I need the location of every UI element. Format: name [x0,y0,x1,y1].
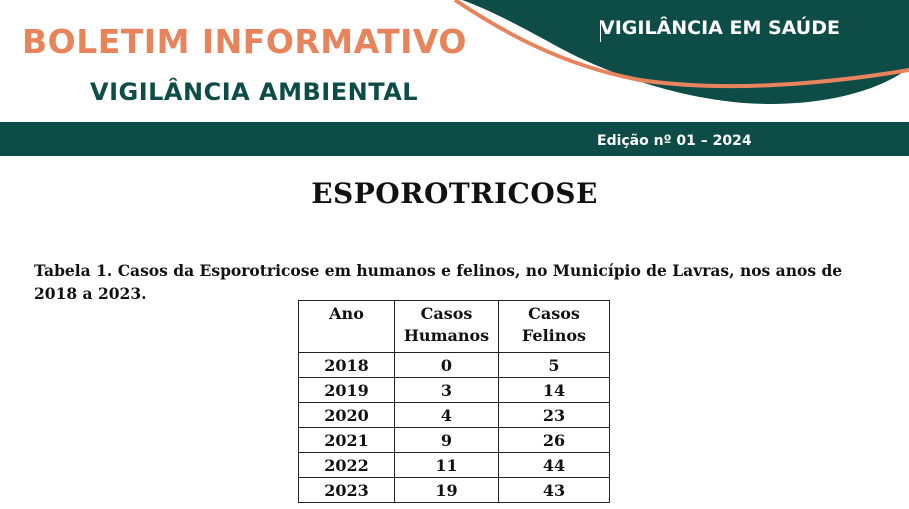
bulletin-subtitle: VIGILÂNCIA AMBIENTAL [90,78,419,106]
feline-cases-cell: 23 [499,403,610,428]
feline-cases-cell: 44 [499,453,610,478]
header-banner [0,0,909,156]
feline-cases-cell: 14 [499,378,610,403]
feline-cases-cell: 5 [499,353,610,378]
table-row [299,403,610,428]
human-cases-cell: 19 [395,478,499,503]
table-header-row [299,301,610,353]
column-header-feline-cases: Casos Felinos [499,301,610,353]
edition-label: Edição nº 01 – 2024 [597,133,752,149]
human-cases-cell: 11 [395,453,499,478]
feline-cases-cell: 43 [499,478,610,503]
feline-cases-cell: 26 [499,428,610,453]
human-cases-cell: 3 [395,378,499,403]
human-cases-cell: 0 [395,353,499,378]
column-header-human-cases: Casos Humanos [395,301,499,353]
human-cases-cell: 4 [395,403,499,428]
cases-table [298,300,610,503]
section-label: VIGILÂNCIA EM SAÚDE [600,17,840,39]
year-cell: 2020 [299,403,395,428]
table-caption: Tabela 1. Casos da Esporotricose em humanos e felinos, no Município de Lavras, nos anos de 2018 a 2023. [34,261,843,303]
year-cell: 2018 [299,353,395,378]
table-row [299,453,610,478]
table-row [299,378,610,403]
table-row [299,478,610,503]
human-cases-cell: 9 [395,428,499,453]
year-cell: 2023 [299,478,395,503]
year-cell: 2022 [299,453,395,478]
bulletin-title: BOLETIM INFORMATIVO [22,22,467,61]
year-cell: 2021 [299,428,395,453]
page-title: ESPOROTRICOSE [311,177,598,210]
table-row [299,353,610,378]
column-header-year: Ano [299,301,395,353]
year-cell: 2019 [299,378,395,403]
table-row [299,428,610,453]
